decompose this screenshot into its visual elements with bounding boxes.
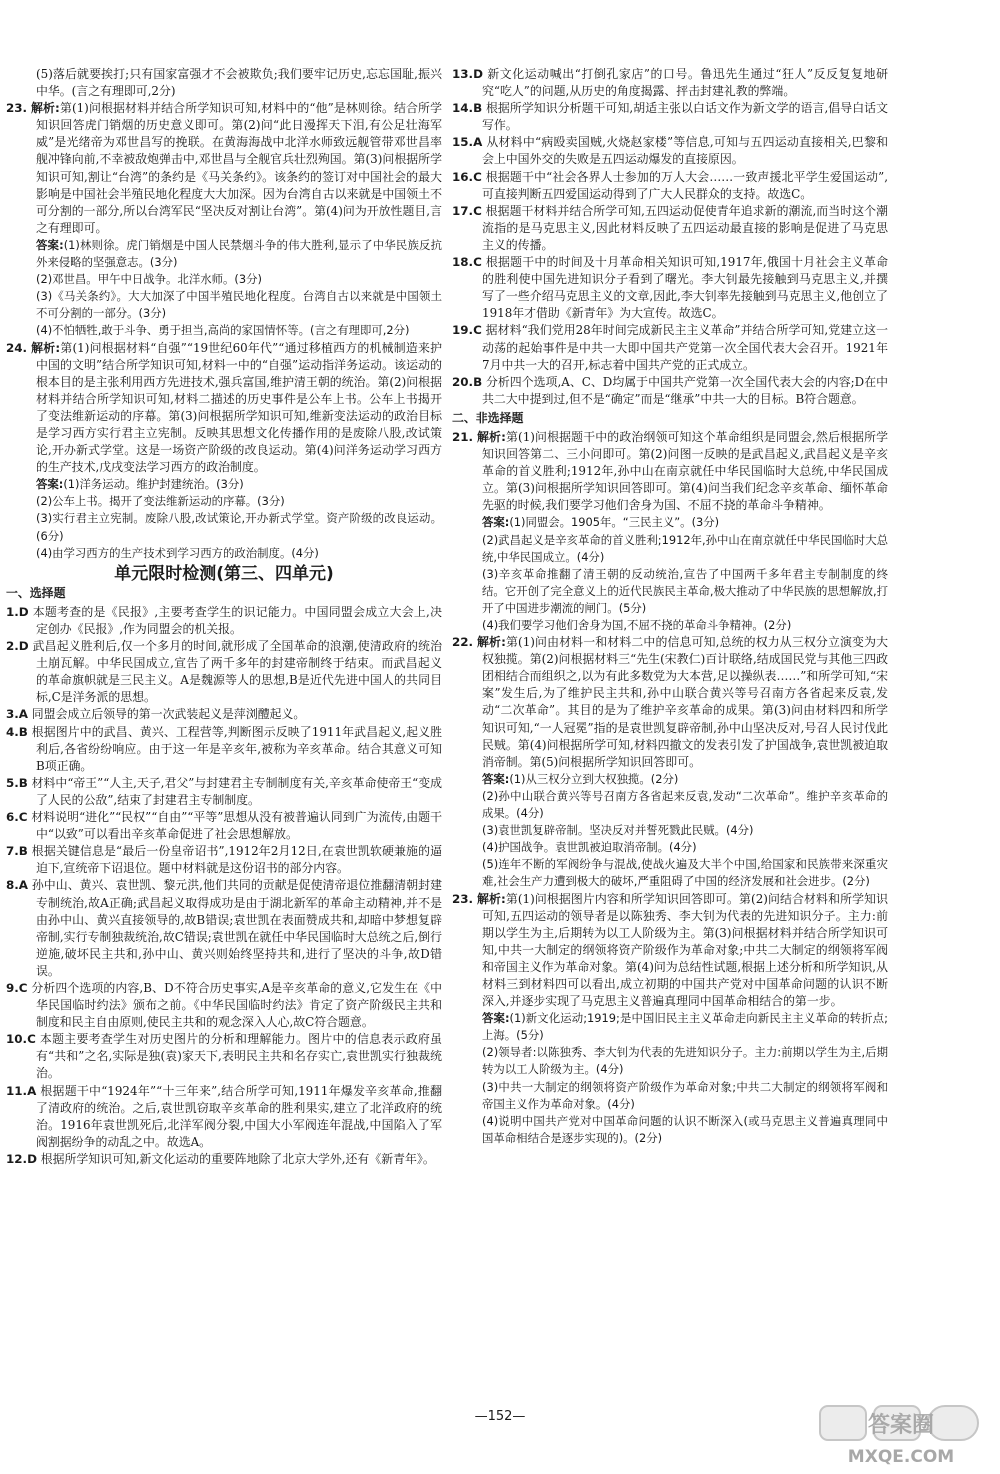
item-text: (3)中共一大制定的纲领将资产阶级作为革命对象;中共二大制定的纲领将军阀和帝国主义作为革命对象。(4分): [482, 1079, 888, 1111]
item-text: 本题考查的是《民报》,主要考查学生的识记能力。中国同盟会成立大会上,决定创办《民报》,作为同盟会的机关报。: [32, 604, 443, 636]
left-bottom-item: [6, 1083, 442, 1151]
item-number: 22.: [452, 635, 474, 650]
left-top-item: [6, 237, 442, 271]
item-text: (3)辛亥革命推翻了清王朝的反动统治,宣告了中国两千多年君主专制制度的终结。它开创了完全意义上的近代民族民主革命,极大推动了中华民族的思想解放,打开了中国进步潮流的闸门。(5分): [482, 566, 888, 615]
item-text: 据材料“我们党用28年时间完成新民主主义革命”并结合所学可知,党建立这一动荡的起始事件是中共一大即中国共产党第一次全国代表大会召开。1921年7月中共一大的召开,标志着中国共产党的正式成立。: [482, 323, 888, 372]
right-top-item: [452, 374, 888, 408]
right-bottom-item: [452, 617, 888, 634]
item-label: 答案:: [482, 515, 510, 530]
left-top-item: [6, 100, 442, 237]
item-text: 同盟会成立后领导的第一次武装起义是萍浏醴起义。: [31, 707, 306, 722]
item-text: 根据所学知识可知,新文化运动的重要阵地除了北京大学外,还有《新青年》。: [40, 1151, 435, 1166]
right-bottom-item: [452, 891, 888, 1011]
item-number: 10.C: [6, 1032, 36, 1047]
item-text: 根据题干中“1924年”“十三年来”,结合所学可知,1911年爆发辛亥革命,推翻了清政府的统治。之后,袁世凯窃取辛亥革命的胜利果实,建立了北洋政府的统治。1916年袁世凯死后,北洋军阀分裂,中国大小军阀连年混战,中国陷入了军阀割据纷争的动乱之中。故选A。: [36, 1083, 442, 1149]
item-text: 第(1)问根据材料“自强”“19世纪60年代”“通过移植西方的机械制造来护中国的文明”结合所学知识可知,材料一中的“自强”运动指洋务运动。该运动的根本目的是主张利用西方先进技术,强兵富国,维护清王朝的统治。第(2)问根据材料并结合所学知识可知,材料二描述的历史事件是公车上书。公车上书揭开了变法维新运动的序幕。第(3)问根据所学知识可知,维新变法运动的政治目标是学习西方实行君主立宪制。反映其思想文化传播作用的是废除八股,改试策论,开办新式学堂。这是一场资产阶级的改良运动。第(4)问洋务运动学习西方的生产技术,戊戌变法学习西方的政治制度。: [36, 340, 443, 475]
right-top-item: [452, 100, 888, 134]
right-bottom-item: [452, 634, 888, 771]
item-number: 9.C: [6, 980, 28, 995]
item-number: 11.A: [6, 1083, 37, 1098]
item-number: 16.C: [452, 169, 482, 184]
item-text: (2)孙中山联合黄兴等号召南方各省起来反袁,发动“二次革命”。维护辛亥革命的成果。(4分): [482, 788, 888, 821]
right-bottom-item: [452, 1044, 888, 1078]
item-text: (1)林则徐。虎门销烟是中国人民禁烟斗争的伟大胜利,显示了中华民族反抗外来侵略的坚强意志。(3分): [36, 237, 442, 270]
item-text: 根据图片中的武昌、黄兴、工程营等,判断图示反映了1911年武昌起义,起义胜利后,各省纷纷响应。由于这一年是辛亥年,被称为辛亥革命。结合其意义可知B项正确。: [31, 724, 443, 773]
item-label: 解析:: [31, 340, 61, 355]
item-label: 答案:: [36, 477, 64, 492]
item-text: 第(1)问根据题干中的政治纲领可知这个革命组织是同盟会,然后根据所学知识回答第二、三小问即可。第(2)问图一反映的是武昌起义,武昌起义是辛亥革命的首义胜利;1912年,孙中山在南京就任中华民国临时大总统,中华民国成立。第(3)问根据所学知识回答即可。第(4)问当我们纪念辛亥革命、缅怀革命先驱的时候,我们要学习他们舍身为国、不屈不挠的革命斗争精神。: [482, 429, 889, 513]
item-number: 12.D: [6, 1151, 37, 1166]
item-text: (4)我们要学习他们舍身为国,不屈不挠的革命斗争精神。(2分): [482, 618, 792, 632]
right-bottom-item: [452, 429, 888, 514]
left-bottom-item: [6, 706, 442, 723]
left-bottom-item: [6, 809, 442, 843]
item-text: 分析四个选项的内容,B、D不符合历史事实,A是辛亥革命的意义,它发生在《中华民国临时约法》颁布之前。《中华民国临时约法》肯定了资产阶级民主共和制度和民主自由原则,使民主共和的观念深入人心,故C符合题意。: [31, 980, 442, 1030]
item-text: 第(1)问由材料一和材料二中的信息可知,总统的权力从三权分立演变为大权独揽。第(2)问根据材料三“先生(宋教仁)百计联络,结成国民党与其他三四政团相结合而组织之,以为有此多数党为大本营,足以操纵表……”和所学可知,“宋案”发生后,为了维护民主共和,孙中山联合黄兴等号召南方各省起来反袁,发动“二次革命”。其目的是为了维护辛亥革命的成果。第(3)问由材料四和所学知识可知,“一人冠冕”指的是袁世凯复辟帝制,孙中山坚决反对,号召人民讨伐此民贼。第(4)问根据所学可知,材料四撤文的发表引发了护国战争,袁世凯被迫取消帝制。第(5)问根据所学知识回答即可。: [482, 635, 889, 769]
item-text: (1)洋务运动。维护封建统治。(3分): [63, 477, 244, 492]
item-text: 本题主要考查学生对历史图片的分析和理解能力。图片中的信息表示政府虽有“共和”之名,实际是独(袁)家天下,表明民主共和名存实亡,袁世凯实行独裁统治。: [36, 1032, 442, 1081]
item-number: 20.B: [452, 374, 483, 389]
item-text: 材料说明“进化”“民权”“自由”“平等”思想从没有被普遍认同到广为流传,由题干中“以致”可以看出辛亥革命促进了社会思想解放。: [31, 810, 442, 842]
item-text: 第(1)问根据图片内容和所学知识回答即可。第(2)问结合材料和所学知识可知,五四运动的领导者是以陈独秀、李大钊为代表的先进知识分子。主力:前期以学生为主,后期转为以工人阶级为主。第(3)问根据材料并结合所学知识可知,中共一大制定的纲领将资产阶级作为革命对象;中共二大制定的纲领将军阀和帝国主义作为革命对象。第(4)问为总结性试题,根据上述分析和所学知识,从材料三到材料四可以看出,成立初期的中国共产党对中国革命问题的认识不断深入,并逐步实现了马克思主义普遍真理同中国革命相结合的第一步。: [482, 891, 888, 1009]
item-text: (3)袁世凯复辟帝制。坚决反对并誓死戮此民贼。(4分): [482, 823, 754, 838]
item-text: (4)不怕牺牲,敢于斗争、勇于担当,高尚的家国情怀等。(言之有理即可,2分): [36, 323, 410, 338]
watermark-logo: [816, 1402, 986, 1468]
left-bottom-item: [6, 843, 442, 877]
item-number: 13.D: [452, 67, 483, 81]
item-text: (3)《马关条约》。大大加深了中国半殖民地化程度。台湾自古以来就是中国领土不可分割的一部分。(3分): [36, 289, 442, 321]
right-top-item: [452, 254, 888, 322]
item-text: 从材料中“病殴卖国贼,火烧赵家楼”等信息,可知与五四运动直接相关,巴黎和会上中国外交的失败是五四运动爆发的直接原因。: [482, 135, 889, 167]
item-number: 23.: [452, 891, 474, 906]
right-bottom-item: [452, 514, 888, 531]
item-text: 材料中“帝王”“人主,天子,君父”与封建君主专制制度有关,辛亥革命使帝王“变成了人民的公敌”,结束了封建君主专制制度。: [31, 775, 442, 807]
item-text: 孙中山、黄兴、袁世凯、黎元洪,他们共同的贡献是促使清帝退位推翻清朝封建专制统治,故A正确;武昌起义取得成功是由于湖北新军的革命主动精神,并不是由孙中山、黄兴直接领导的,故B错误;袁世凯在表面赞成共和,却暗中梦想复辟帝制,实行专制独裁统治,故C错误;袁世凯在就任中华民国临时大总统之后,倒行逆施,破坏民主共和,孙中山、黄兴则始终坚持共和,进行了坚决的斗争,故D错误。: [31, 878, 443, 978]
item-text: 第(1)问根据材料并结合所学知识可知,材料中的“他”是林则徐。结合所学知识回答虎门销烟的历史意义即可。第(2)问“此日漫挥天下泪,有公足壮海军威”是光绪帝为邓世昌写的挽联。在黄海海战中北洋水师致远舰管带邓世昌率舰冲锋向前,不幸被敌炮弹击中,邓世昌与全舰官兵壮烈殉国。第(3)问根据所学知识可知,割让“台湾”的条约是《马关条约》。该条约的签订对中国社会的最大影响是中国社会半殖民地化程度大大加深。因为台湾自古以来就是中国领土不可分割的一部分,所以台湾军民“坚决反对割让台湾”。第(4)问为开放性题目,言之有理即可。: [36, 101, 442, 235]
right-top-item: [452, 322, 888, 373]
left-top-item: [6, 66, 442, 100]
item-text: (1)新文化运动;1919;是中国旧民主主义革命走向新民主主义革命的转折点;上海。(5分): [482, 1011, 888, 1043]
item-number: 1.D: [6, 604, 29, 619]
left-bottom-item: [6, 724, 442, 775]
page-number: —152—: [474, 1409, 526, 1424]
item-label: 解析:: [477, 429, 506, 444]
right-bottom-item: [452, 771, 888, 788]
item-text: (5)连年不断的军阀纷争与混战,使战火遍及大半个中国,给国家和民族带来深重灾难,社会生产力遭到极大的破坏,严重阻碍了中国的经济发展和社会进步。(2分): [482, 857, 888, 889]
right-bottom-item: [452, 839, 888, 856]
item-text: (1)同盟会。1905年。“三民主义”。(3分): [509, 515, 720, 530]
item-text: (3)实行君主立宪制。废除八股,改试策论,开办新式学堂。资产阶级的改良运动。(6分): [36, 511, 442, 543]
item-text: 根据所学知识分析题干可知,胡适主张以白话文作为新文学的语言,倡导白话文写作。: [482, 101, 888, 133]
item-text: (4)护国战争。袁世凯被迫取消帝制。(4分): [482, 840, 697, 855]
right-bottom-item: [452, 822, 888, 839]
item-text: 分析四个选项,A、C、D均属于中国共产党第一次全国代表大会的内容;D在中共二大中提到过,但不是“确定”而是“继承”中共一大的目标。B符合题意。: [482, 374, 888, 406]
right-bottom-item: [452, 532, 888, 566]
item-number: 14.B: [452, 101, 483, 116]
item-number: 2.D: [6, 639, 29, 654]
watermark-sub-text: MXQE.COM: [847, 1447, 955, 1467]
right-column: [452, 66, 888, 1147]
item-text: (4)由学习西方的生产技术到学习西方的政治制度。(4分): [36, 545, 319, 560]
right-top-item: [452, 169, 888, 203]
item-text: 武昌起义胜利后,仅一个多月的时间,就形成了全国革命的浪潮,使清政府的统治土崩瓦解。中华民国成立,宣告了两千多年的封建帝制终于结束。而武昌起义的革命旗帜就是三民主义。A是魏源等人的思想,B是近代先进中国人的共同目标,C是洋务派的思想。: [32, 639, 443, 705]
left-top-item: [6, 510, 442, 544]
item-number: 3.A: [6, 707, 28, 722]
item-number: 19.C: [452, 323, 482, 338]
left-bottom-item: [6, 775, 442, 809]
item-number: 21.: [452, 429, 474, 444]
item-number: 5.B: [6, 775, 28, 790]
left-column: [6, 66, 442, 1168]
left-top-block: [6, 66, 442, 562]
item-label: 解析:: [477, 635, 506, 650]
left-top-item: [6, 340, 442, 477]
left-top-item: [6, 545, 442, 562]
item-text: (2)领导者:以陈独秀、李大钊为代表的先进知识分子。主力:前期以学生为主,后期转为以工人阶级为主。(4分): [482, 1045, 888, 1077]
left-bottom-item: [6, 1151, 442, 1168]
item-number: 24.: [6, 340, 28, 355]
section-heading-nonchoice: 二、非选择题: [452, 410, 524, 425]
right-top-item: [452, 134, 888, 168]
item-number: 15.A: [452, 135, 483, 150]
item-number: 17.C: [452, 203, 482, 218]
right-top-item: [452, 203, 888, 254]
item-text: 根据关键信息是“最后一份皇帝诏书”,1912年2月12日,在袁世凯软硬兼施的逼迫下,宣统帝下诏退位。题中材料就是这份诏书的部分内容。: [31, 844, 442, 876]
right-top-item: [452, 66, 888, 100]
item-text: (5)落后就要挨打;只有国家富强才不会被欺负;我们要牢记历史,忘忘国耻,振兴中华。(言之有理即可,2分): [36, 67, 442, 99]
left-top-item: [6, 288, 442, 322]
item-number: 23.: [6, 101, 28, 116]
item-text: 根据题干中“社会各界人士参加的万人大会……一致声援北平学生爱国运动”,可直接判断五四爱国运动得到了广大人民群众的支持。故选C。: [482, 169, 888, 201]
item-text: (2)邓世昌。甲午中日战争。北洋水师。(3分): [36, 272, 262, 287]
right-bottom-item: [452, 1113, 888, 1147]
right-bottom-item: [452, 566, 888, 617]
left-top-item: [6, 493, 442, 510]
item-label: 答案:: [482, 771, 510, 786]
left-bottom-item: [6, 1031, 442, 1082]
item-text: 新文化运动喊出“打倒孔家店”的口号。鲁迅先生通过“狂人”反反复复地研究“吃人”的问题,从历史的角度揭露、抨击封建礼教的弊端。: [482, 67, 888, 99]
item-number: 7.B: [6, 844, 28, 859]
item-number: 18.C: [452, 255, 482, 270]
left-bottom-item: [6, 604, 442, 638]
left-bottom-block: [6, 604, 442, 1168]
right-bottom-item: [452, 788, 888, 822]
item-text: 根据题干中的时间及十月革命相关知识可知,1917年,俄国十月社会主义革命的胜利使中国先进知识分子看到了曙光。李大钊最先接触到马克思主义,并撰写了一些介绍马克思主义的文章,因此,李大钊率先接触到马克思主义,他创立了1918年才借助《新青年》为大宣传。故选C。: [482, 255, 888, 321]
left-bottom-item: [6, 877, 442, 980]
item-label: 答案:: [36, 237, 64, 252]
left-top-item: [6, 322, 442, 339]
item-number: 4.B: [6, 724, 28, 739]
right-bottom-item: [452, 1010, 888, 1044]
item-label: 解析:: [31, 101, 60, 116]
left-top-item: [6, 476, 442, 493]
watermark-main-text: 答案圈: [867, 1413, 935, 1438]
item-label: 解析:: [476, 891, 506, 906]
right-bottom-item: [452, 1079, 888, 1113]
right-bottom-item: [452, 856, 888, 890]
item-text: 根据题干材料并结合所学可知,五四运动促使青年追求新的潮流,而当时这个潮流指的是马克思主义,因此材料反映了五四运动最直接的影响是促进了马克思主义的传播。: [482, 203, 889, 252]
item-label: 答案:: [482, 1011, 510, 1026]
section-heading-choice: 一、选择题: [6, 585, 66, 600]
item-number: 6.C: [6, 810, 28, 825]
left-bottom-item: [6, 638, 442, 706]
item-text: (2)公车上书。揭开了变法维新运动的序幕。(3分): [36, 494, 285, 509]
right-bottom-block: [452, 429, 888, 1147]
item-text: (2)武昌起义是辛亥革命的首义胜利;1912年,孙中山在南京就任中华民国临时大总统,中华民国成立。(4分): [482, 532, 888, 564]
left-bottom-item: [6, 980, 442, 1031]
item-text: (4)说明中国共产党对中国革命问题的认识不断深入(或马克思主义普遍真理同中国革命相结合是逐步实现的)。(2分): [482, 1113, 888, 1145]
item-text: (1)从三权分立到大权独揽。(2分): [509, 771, 679, 786]
unit-title: 单元限时检测(第三、四单元): [114, 563, 334, 584]
right-top-block: [452, 66, 888, 408]
left-top-item: [6, 271, 442, 288]
item-number: 8.A: [6, 878, 28, 893]
